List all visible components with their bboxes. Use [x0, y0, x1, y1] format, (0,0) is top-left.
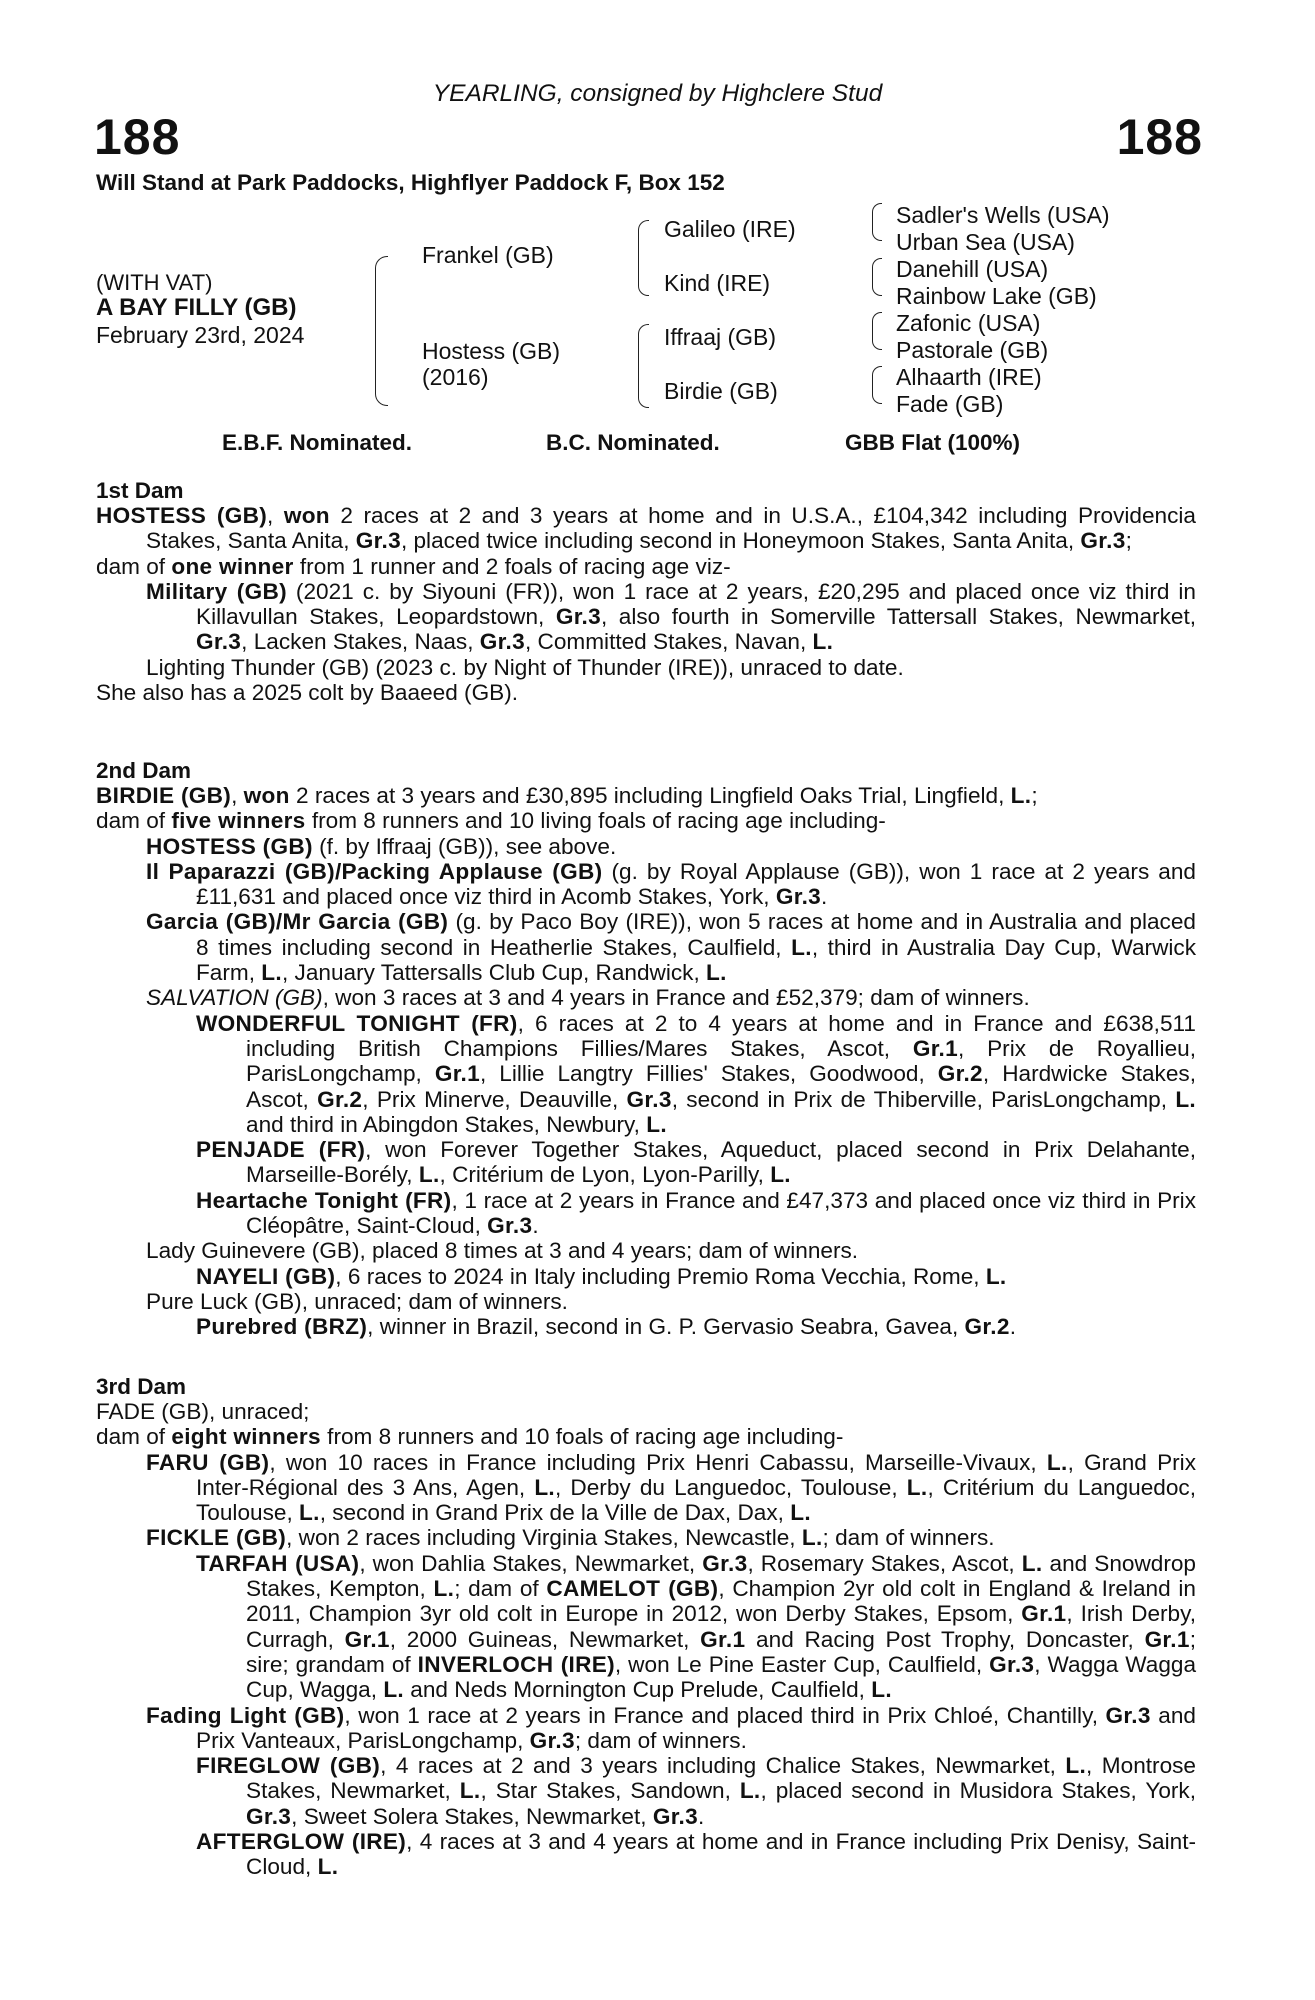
section-heading-2nd-dam: 2nd Dam	[96, 758, 192, 783]
produce-entry: NAYELI (GB), 6 races to 2024 in Italy including Premio Roma Vecchia, Rome, L.	[196, 1263, 1007, 1289]
produce-entry: Fading Light (GB), won 1 race at 2 years in France and placed third in Prix Chloé, Chantilly, Gr.3 and Prix Vanteaux, ParisLongchamp, Gr.3; dam of winners.	[146, 1702, 1196, 1753]
stand-location: Will Stand at Park Paddocks, Highflyer Paddock F, Box 152	[96, 170, 725, 195]
produce-entry: HOSTESS (GB) (f. by Iffraaj (GB)), see above.	[146, 833, 617, 859]
pedigree-brace-dam	[638, 324, 649, 408]
pedigree-grandsire-1: Galileo (IRE)	[664, 216, 796, 242]
produce-entry: Purebred (BRZ), winner in Brazil, second in G. P. Gervasio Seabra, Gavea, Gr.2.	[196, 1314, 1016, 1340]
produce-entry: WONDERFUL TONIGHT (FR), 6 races at 2 to 4 years at home and in France and £638,511 including British Champions Fillies/Mares Stakes, Ascot, Gr.1, Prix de Royallieu, ParisLongchamp, Gr.1, Lillie Langtry Fillies' Stakes, Goodwood, Gr.2, Hardwicke Stakes, Ascot, Gr.2, Prix Minerve, Deauville, Gr.3, second in Prix de Thiberville, ParisLongchamp, L. and third in Abingdon Stakes, Newbury, L.	[196, 1010, 1196, 1137]
produce-entry: FARU (GB), won 10 races in France including Prix Henri Cabassu, Marseille-Vivaux, L., Grand Prix Inter-Régional des 3 Ans, Agen, L., Derby du Languedoc, Toulouse, L., Critérium du Languedoc, Toulouse, L., second in Grand Prix de la Ville de Dax, Dax, L.	[146, 1449, 1196, 1526]
first-dam-block	[96, 503, 1196, 705]
produce-summary: dam of five winners from 8 runners and 10 living foals of racing age including-	[96, 808, 886, 834]
lot-number-right: 188	[1116, 109, 1203, 165]
pedigree-brace-main	[375, 256, 388, 406]
section-heading-3rd-dam: 3rd Dam	[96, 1374, 187, 1399]
pedigree-great-grandparent: Danehill (USA)	[896, 256, 1049, 282]
horse-name: A BAY FILLY (GB)	[96, 294, 297, 321]
dam-entry: HOSTESS (GB), won 2 races at 2 and 3 years at home and in U.S.A., £104,342 including Providencia Stakes, Santa Anita, Gr.3, placed twice including second in Honeymoon Stakes, Santa Anita, Gr.3;	[96, 503, 1196, 554]
produce-entry: PENJADE (FR), won Forever Together Stakes, Aqueduct, placed second in Prix Delahante, Marseille-Borély, L., Critérium de Lyon, Lyon-Parilly, L.	[196, 1137, 1196, 1188]
produce-summary: dam of one winner from 1 runner and 2 foals of racing age viz-	[96, 553, 731, 579]
produce-entry: Lighting Thunder (GB) (2023 c. by Night of Thunder (IRE)), unraced to date.	[146, 654, 904, 680]
produce-summary: dam of eight winners from 8 runners and 10 foals of racing age including-	[96, 1424, 844, 1450]
pedigree-great-grandparent: Fade (GB)	[896, 391, 1004, 417]
pedigree-grandsire-2: Iffraaj (GB)	[664, 324, 777, 350]
pedigree-brace-galileo	[872, 203, 882, 241]
pedigree-great-grandparent: Rainbow Lake (GB)	[896, 283, 1097, 309]
dam-entry: FADE (GB), unraced;	[96, 1399, 310, 1424]
produce-entry: TARFAH (USA), won Dahlia Stakes, Newmarket, Gr.3, Rosemary Stakes, Ascot, L. and Snowdrop Stakes, Kempton, L.; dam of CAMELOT (GB), Champion 2yr old colt in England & Ireland in 2011, Champion 3yr old colt in Europe in 2012, won Derby Stakes, Epsom, Gr.1, Irish Derby, Curragh, Gr.1, 2000 Guineas, Newmarket, Gr.1 and Racing Post Trophy, Doncaster, Gr.1; sire; grandam of INVERLOCH (IRE), won Le Pine Easter Cup, Caulfield, Gr.3, Wagga Wagga Cup, Wagga, L. and Neds Mornington Cup Prelude, Caulfield, L.	[196, 1550, 1197, 1703]
pedigree-great-grandparent: Pastorale (GB)	[896, 337, 1049, 363]
produce-entry: Garcia (GB)/Mr Garcia (GB) (g. by Paco Boy (IRE)), won 5 races at home and in Australia and placed 8 times including second in Heatherlie Stakes, Caulfield, L., third in Australia Day Cup, Warwick Farm, L., January Tattersalls Club Cup, Randwick, L.	[146, 909, 1197, 986]
pedigree-granddam-1: Kind (IRE)	[664, 270, 771, 296]
vat-note: (WITH VAT)	[96, 270, 213, 295]
pedigree-great-grandparent: Urban Sea (USA)	[896, 229, 1075, 255]
foaling-date: February 23rd, 2024	[96, 322, 305, 348]
produce-entry: FICKLE (GB), won 2 races including Virginia Stakes, Newcastle, L.; dam of winners.	[146, 1525, 995, 1551]
produce-entry: Lady Guinevere (GB), placed 8 times at 3 and 4 years; dam of winners.	[146, 1238, 859, 1264]
third-dam-block	[96, 1399, 1196, 1880]
pedigree-great-grandparent: Alhaarth (IRE)	[896, 364, 1042, 390]
pedigree-great-grandparent: Sadler's Wells (USA)	[896, 202, 1110, 228]
pedigree-brace-sire	[638, 220, 649, 296]
pedigree-dam: Hostess (GB)	[422, 338, 561, 364]
second-dam-block	[96, 783, 1196, 1340]
produce-entry: FIREGLOW (GB), 4 races at 2 and 3 years including Chalice Stakes, Newmarket, L., Montrose Stakes, Newmarket, L., Star Stakes, Sandown, L., placed second in Musidora Stakes, York, Gr.3, Sweet Solera Stakes, Newmarket, Gr.3.	[196, 1753, 1196, 1829]
produce-entry: SALVATION (GB), won 3 races at 3 and 4 years in France and £52,379; dam of winners.	[146, 985, 1030, 1011]
ebf-nomination: E.B.F. Nominated.	[222, 430, 413, 455]
produce-entry: Pure Luck (GB), unraced; dam of winners.	[146, 1288, 568, 1314]
pedigree-brace-kind	[872, 258, 882, 296]
pedigree-sire: Frankel (GB)	[422, 242, 554, 268]
produce-entry: AFTERGLOW (IRE), 4 races at 3 and 4 years at home and in France including Prix Denisy, Saint-Cloud, L.	[196, 1829, 1197, 1880]
gbb-status: GBB Flat (100%)	[845, 430, 1021, 455]
produce-entry: Heartache Tonight (FR), 1 race at 2 years in France and £47,373 and placed once viz third in Prix Cléopâtre, Saint-Cloud, Gr.3.	[196, 1187, 1196, 1239]
produce-entry: Military (GB) (2021 c. by Siyouni (FR)), won 1 race at 2 years, £20,295 and placed once viz third in Killavullan Stakes, Leopardstown, Gr.3, also fourth in Somerville Tattersall Stakes, Newmarket, Gr.3, Lacken Stakes, Naas, Gr.3, Committed Stakes, Navan, L.	[146, 578, 1196, 655]
section-heading-1st-dam: 1st Dam	[96, 478, 184, 503]
produce-note: She also has a 2025 colt by Baaeed (GB).	[96, 680, 519, 706]
pedigree-great-grandparent: Zafonic (USA)	[896, 310, 1041, 336]
produce-entry: Il Paparazzi (GB)/Packing Applause (GB) (g. by Royal Applause (GB)), won 1 race at 2 years and £11,631 and placed once viz third in Acomb Stakes, York, Gr.3.	[146, 858, 1197, 910]
pedigree-brace-iffraaj	[872, 312, 882, 350]
lot-number-left: 188	[94, 109, 181, 165]
pedigree-granddam-2: Birdie (GB)	[664, 378, 778, 404]
pedigree-dam-year: (2016)	[422, 364, 489, 390]
pedigree-brace-birdie	[872, 366, 882, 404]
catalogue-subtitle: YEARLING, consigned by Highclere Stud	[432, 80, 883, 107]
bc-nomination: B.C. Nominated.	[546, 430, 720, 455]
dam-entry: BIRDIE (GB), won 2 races at 3 years and £30,895 including Lingfield Oaks Trial, Lingfield, L.;	[96, 783, 1038, 808]
